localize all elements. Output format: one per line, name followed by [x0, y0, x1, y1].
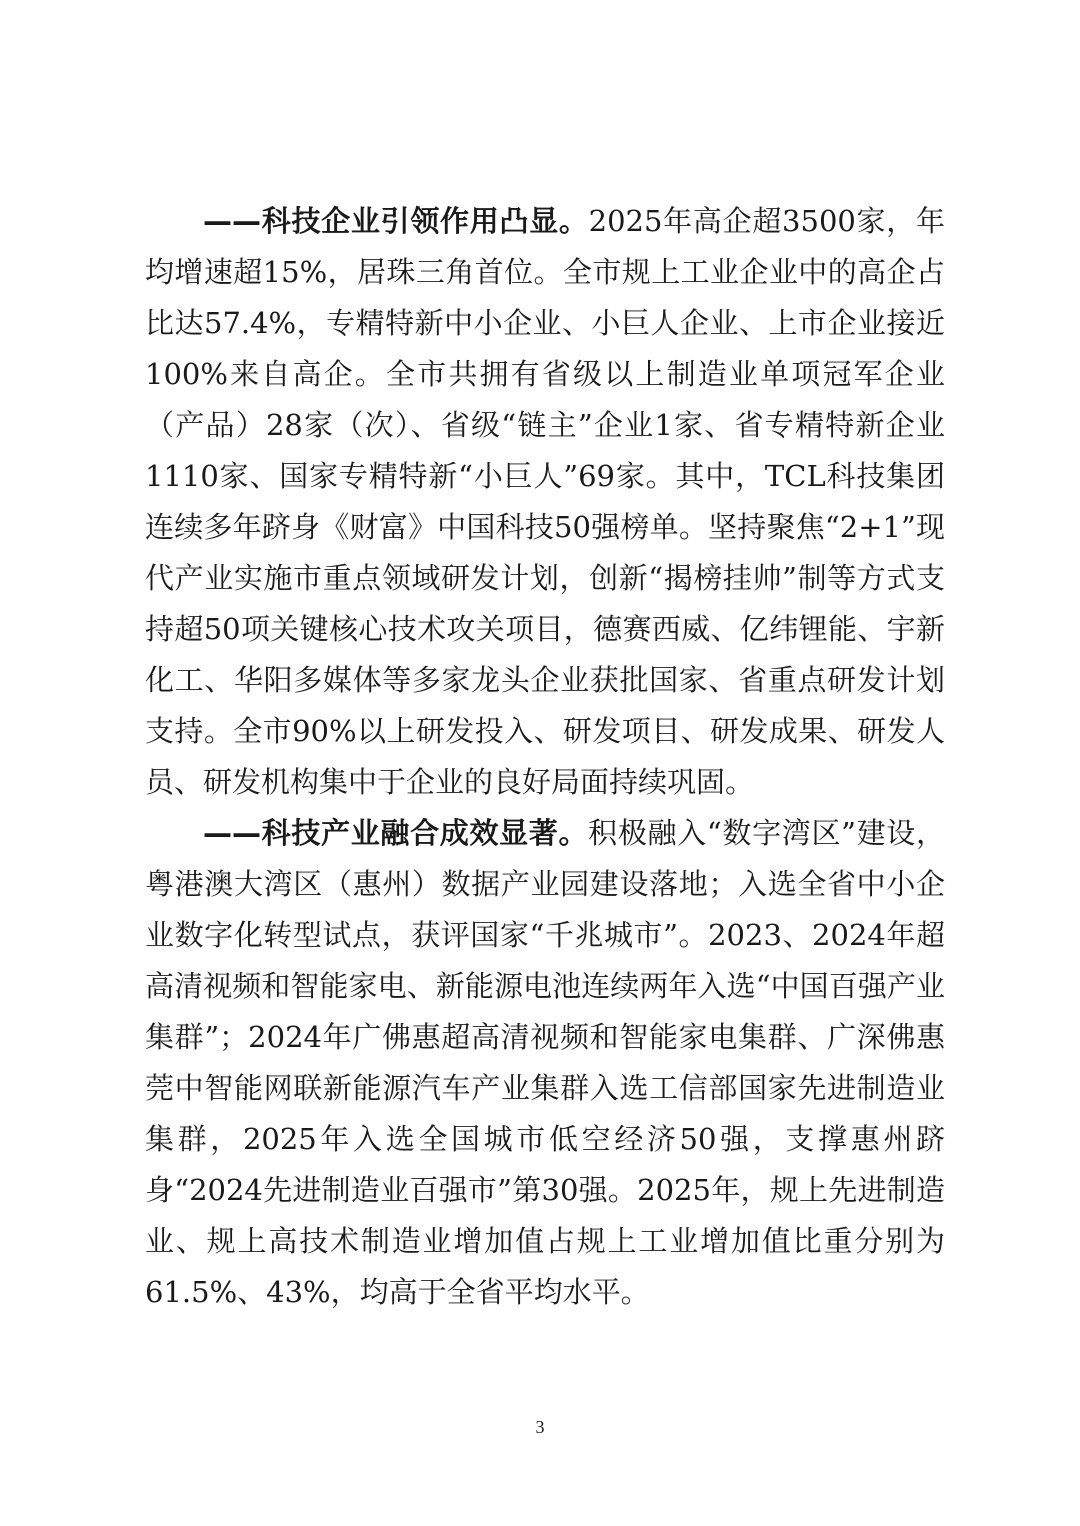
paragraph-body-text: 积极融入“数字湾区”建设，粤港澳大湾区（惠州）数据产业园建设落地；入选全省中小企业数字化转型试点，获评国家“千兆城市”。2023、2024年超高清视频和智能家电、新能源电池连续两年入选“中国百强产业集群”；2024年广佛惠超高清视频和智能家电集群、广深佛惠莞中智能网联新能源汽车产业集群入选工信部国家先进制造业集群，2025年入选全国城市低空经济50强，支撑惠州跻身“2024先进制造业百强市”第30强。2025年，规上先进制造业、规上高技术制造业增加值占规上工业增加值比重分别为61.5%、43%，均高于全省平均水平。: [145, 816, 945, 1309]
paragraph-lead-heading: ——科技企业引领作用凸显。: [203, 204, 589, 238]
paragraph-tech-enterprises: [145, 196, 945, 808]
paragraph-body-text: 2025年高企超3500家，年均增速超15%，居珠三角首位。全市规上工业企业中的高企占比达57.4%，专精特新中小企业、小巨人企业、上市企业接近100%来自高企。全市共拥有省级以上制造业单项冠军企业（产品）28家（次）、省级“链主”企业1家、省专精特新企业1110家、国家专精特新“小巨人”69家。其中，TCL科技集团连续多年跻身《财富》中国科技50强榜单。坚持聚焦“2+1”现代产业实施市重点领域研发计划，创新“揭榜挂帅”制等方式支持超50项关键核心技术攻关项目，德赛西威、亿纬锂能、宇新化工、华阳多媒体等多家龙头企业获批国家、省重点研发计划支持。全市90%以上研发投入、研发项目、研发成果、研发人员、研发机构集中于企业的良好局面持续巩固。: [145, 204, 945, 799]
paragraph-industry-integration: [145, 808, 945, 1318]
paragraph-lead-heading: ——科技产业融合成效显著。: [203, 816, 589, 850]
page-number: 3: [535, 1417, 545, 1437]
document-body: [145, 196, 945, 1318]
